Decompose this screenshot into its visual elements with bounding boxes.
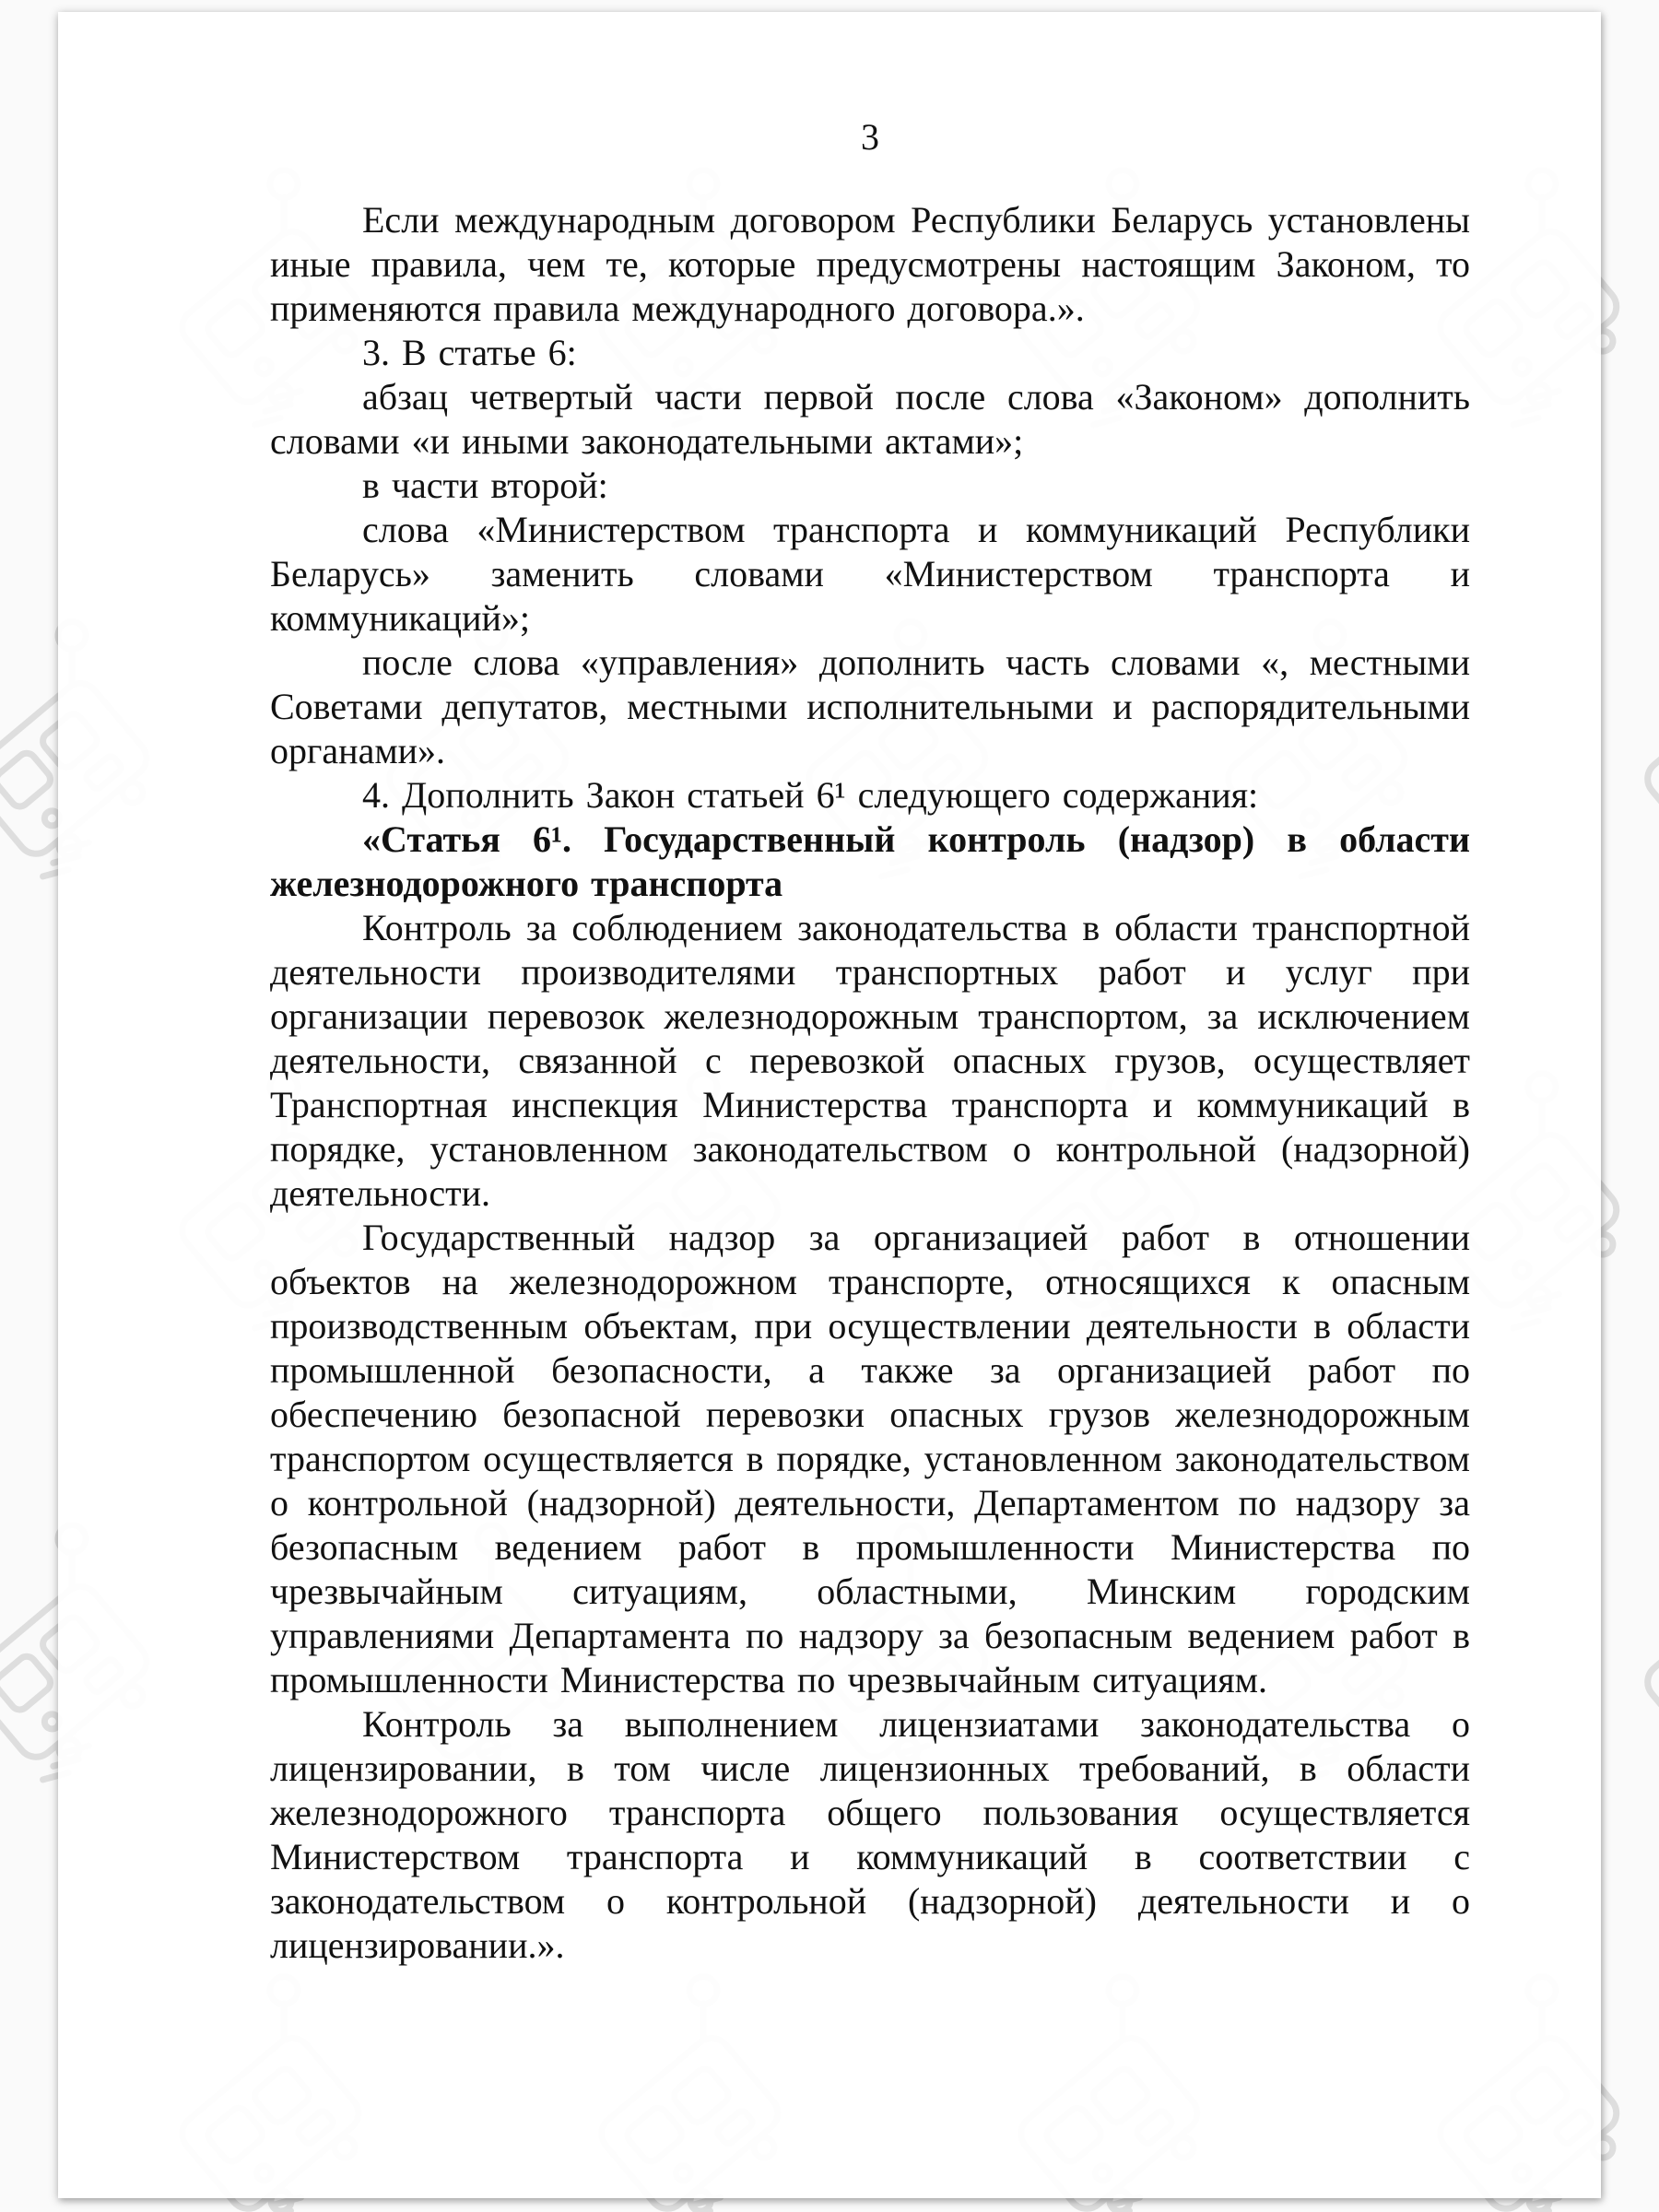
paragraph: слова «Министерством транспорта и коммуникаций Республики Беларусь» заменить словами «Министерством транспорта и коммуникаций»;	[270, 509, 1470, 639]
paragraph: Контроль за соблюдением законодательства в области транспортной деятельности производителями транспортных работ и услуг при организации перевозок железнодорожным транспортом, за исключением деятельности, связанной с перевозкой опасных грузов, осуществляет Транспортная инспекция Министерства транспорта и коммуникаций в порядке, установленном законодательством о контрольной (надзорной) деятельности.	[270, 907, 1470, 1214]
paragraph: Контроль за выполнением лицензиатами законодательства о лицензировании, в том числе лицензионных требований, в области железнодорожного транспорта общего пользования осуществляется Министерством транспорта и коммуникаций в соответствии с законодательством о контрольной (надзорной) деятельности и о лицензировании.».	[270, 1703, 1470, 1966]
paragraph: «Статья 6¹. Государственный контроль (надзор) в области железнодорожного транспорта	[270, 818, 1470, 904]
document-page	[58, 12, 1601, 2198]
paragraph: абзац четвертый части первой после слова «Законом» дополнить словами «и иными законодательными актами»;	[270, 376, 1470, 462]
paragraph: Государственный надзор за организацией работ в отношении объектов на железнодорожном транспорте, относящихся к опасным производственным объектам, при осуществлении деятельности в области промышленной безопасности, а также за организацией работ по обеспечению безопасной перевозки опасных грузов железнодорожным транспортом осуществляется в порядке, установленном законодательством о контрольной (надзорной) деятельности, Департаментом по надзору за безопасным ведением работ в промышленности Министерства по чрезвычайным ситуациям, областными, Минским городским управлениями Департамента по надзору за безопасным ведением работ в промышленности Министерства по чрезвычайным ситуациям.	[270, 1217, 1470, 1700]
paragraph: 4. Дополнить Закон статьей 6¹ следующего содержания:	[362, 774, 1259, 816]
paragraph: Если международным договором Республики Беларусь установлены иные правила, чем те, которые предусмотрены настоящим Законом, то применяются правила международного договора.».	[270, 199, 1470, 329]
paragraph: в части второй:	[362, 465, 608, 506]
train-icon	[1605, 1519, 1659, 1788]
document-text	[270, 198, 1470, 1968]
paragraph: после слова «управления» дополнить часть словами «, местными Советами депутатов, местными исполнительными и распорядительными органами».	[270, 641, 1470, 771]
train-icon	[1605, 616, 1659, 885]
page-number: 3	[861, 116, 879, 158]
paragraph: 3. В статье 6:	[362, 332, 577, 373]
page-content	[270, 115, 1470, 1968]
